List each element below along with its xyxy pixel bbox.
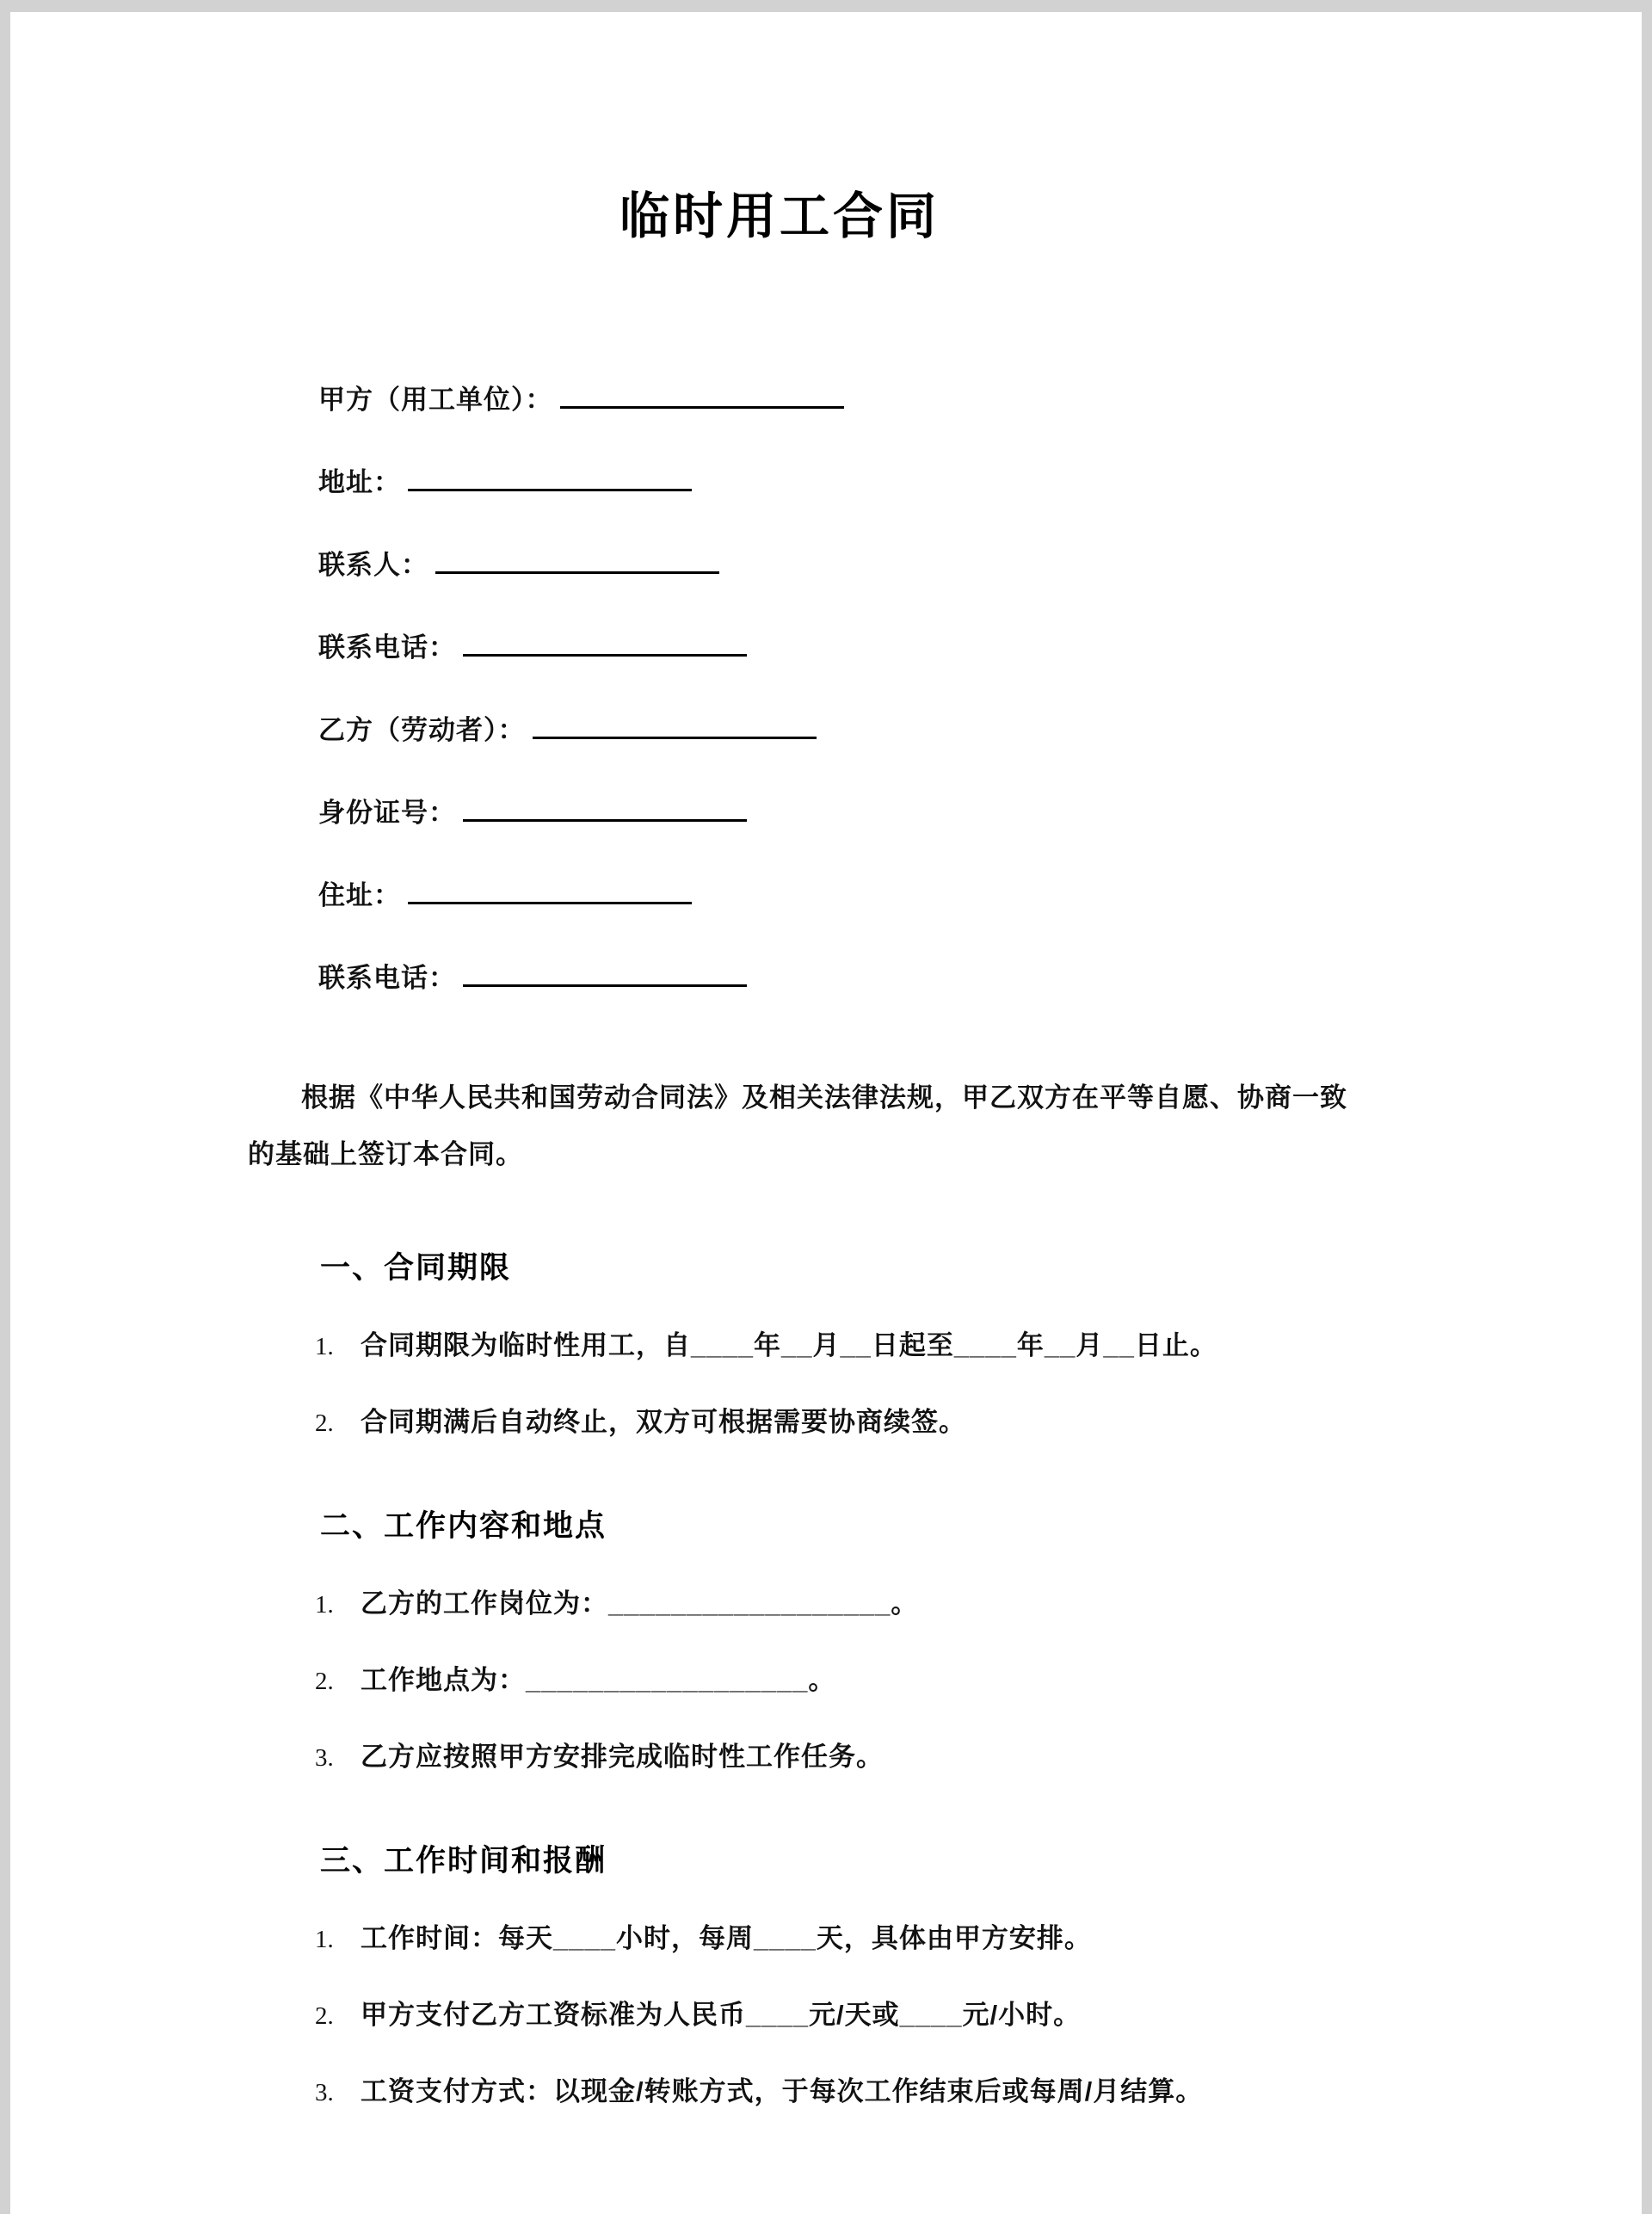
party-info-fields (318, 377, 1358, 996)
field-label: 联系电话： (318, 632, 456, 663)
item-number: 1. (315, 1333, 334, 1360)
section-heading: 二、工作内容和地点 (320, 1509, 607, 1543)
section-heading: 三、工作时间和报酬 (320, 1844, 607, 1878)
list-item (315, 1997, 1358, 2034)
field-blank (560, 377, 844, 409)
field-blank (463, 790, 747, 822)
field-blank (533, 707, 817, 739)
field-blank (408, 873, 692, 904)
field-label: 住址： (318, 880, 401, 910)
field-row-party-b (318, 707, 1358, 748)
section-work-time-pay (248, 1841, 1358, 2111)
field-label: 联系人： (318, 550, 428, 580)
list-item (315, 1328, 1358, 1365)
item-text: 合同期满后自动终止，双方可根据需要协商续签。 (361, 1407, 966, 1437)
field-label: 身份证号： (318, 798, 456, 828)
field-blank (408, 459, 692, 491)
intro-paragraph: 根据《中华人民共和国劳动合同法》及相关法律法规，甲乙双方在平等自愿、协商一致的基础上签订本合同。 (248, 1082, 1347, 1169)
field-row-address (318, 459, 1358, 500)
item-number: 1. (315, 1591, 334, 1619)
list-item (315, 1739, 1358, 1776)
item-text: 工作时间：每天____小时，每周____天，具体由甲方安排。 (361, 1923, 1092, 1953)
field-label: 地址： (318, 467, 401, 497)
item-text: 甲方支付乙方工资标准为人民币____元/天或____元/小时。 (361, 2000, 1082, 2030)
document-page (10, 12, 1642, 2214)
field-blank (463, 625, 747, 657)
field-label: 甲方（用工单位）： (318, 385, 553, 415)
item-text: 乙方的工作岗位为：__________________。 (361, 1588, 919, 1619)
field-blank (463, 955, 747, 987)
document-title: 临时用工合同 (619, 188, 940, 244)
item-number: 3. (315, 2079, 334, 2106)
section-contract-term (248, 1249, 1358, 1441)
item-text: 乙方应按照甲方安排完成临时性工作任务。 (361, 1742, 884, 1772)
field-row-contact-person (318, 542, 1358, 583)
list-item (315, 1921, 1358, 1958)
field-row-residence (318, 873, 1358, 913)
field-row-party-a (318, 377, 1358, 417)
section-work-content-location (248, 1507, 1358, 1776)
field-blank (435, 542, 719, 574)
list-item (315, 1662, 1358, 1699)
field-row-id-number (318, 790, 1358, 830)
item-text: 工作地点为：__________________。 (361, 1665, 836, 1695)
item-number: 2. (315, 1409, 334, 1437)
item-number: 1. (315, 1926, 334, 1953)
item-number: 2. (315, 1668, 334, 1695)
section-heading: 一、合同期限 (320, 1251, 512, 1285)
item-text: 合同期限为临时性用工，自____年__月__日起至____年__月__日止。 (361, 1330, 1217, 1360)
field-row-contact-phone-a (318, 625, 1358, 665)
field-label: 联系电话： (318, 963, 456, 993)
item-number: 2. (315, 2002, 334, 2030)
list-item (315, 1586, 1358, 1623)
item-number: 3. (315, 1744, 334, 1772)
list-item (315, 2074, 1358, 2111)
field-label: 乙方（劳动者）： (318, 715, 526, 745)
list-item (315, 1404, 1358, 1441)
field-row-contact-phone-b (318, 955, 1358, 996)
item-text: 工资支付方式：以现金/转账方式，于每次工作结束后或每周/月结算。 (361, 2076, 1204, 2106)
